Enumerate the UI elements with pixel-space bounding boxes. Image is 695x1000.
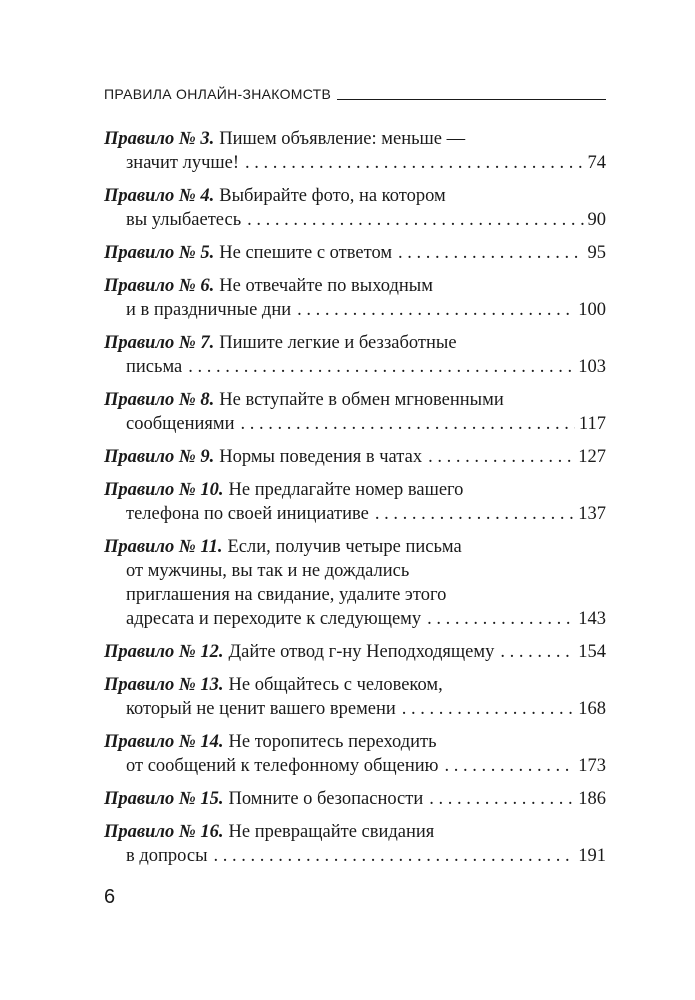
toc-entry-line: [104, 208, 606, 232]
rule-title-text: Пишем объявление: меньше —: [219, 129, 466, 149]
running-header-title: ПРАВИЛА ОНЛАЙН-ЗНАКОМСТВ: [104, 86, 332, 102]
rule-title-text: Помните о безопасности: [228, 789, 424, 809]
page-ref: 117: [578, 414, 606, 434]
rule-title-text: Пишите легкие и беззаботные: [219, 333, 457, 353]
toc-entry-line: [104, 535, 606, 559]
toc-entry: [104, 820, 606, 868]
toc-entry-line: [104, 331, 606, 355]
rule-title-text: Не превращайте свидания: [228, 822, 435, 842]
rule-title-text: Не вступайте в обмен мгновенными: [219, 390, 504, 410]
page-ref: 191: [578, 846, 606, 866]
toc-entry-line: [104, 412, 606, 436]
rule-title-text: приглашения на свидание, удалите этого: [126, 585, 447, 605]
page-number: 6: [104, 886, 116, 908]
rule-title-text: Если, получив четыре письма: [227, 537, 462, 557]
page-ref: 90: [587, 210, 606, 230]
toc-entry: [104, 445, 606, 469]
rule-title-text: значит лучше!: [126, 153, 239, 173]
rule-label: Правило № 9.: [104, 447, 215, 467]
toc-entry: [104, 730, 606, 778]
toc-entry-line: [104, 787, 606, 811]
rule-label: Правило № 16.: [104, 822, 224, 842]
rule-title-text: письма: [126, 357, 183, 377]
rule-title-text: адресата и переходите к следующему: [126, 609, 422, 629]
rule-title-text: Не предлагайте номер вашего: [228, 480, 464, 500]
toc-entry: [104, 787, 606, 811]
rule-label: Правило № 11.: [104, 537, 223, 557]
toc-entry-line: [104, 844, 606, 868]
rule-label: Правило № 3.: [104, 129, 215, 149]
rule-label: Правило № 4.: [104, 186, 215, 206]
toc-entry-line: [104, 697, 606, 721]
rule-label: Правило № 10.: [104, 480, 224, 500]
toc-entry: [104, 673, 606, 721]
rule-title-text: сообщениями: [126, 414, 235, 434]
toc-entry-line: [104, 640, 606, 664]
rule-title-text: Дайте отвод г-ну Неподходящему: [228, 642, 495, 662]
rule-title-text: Не спешите с ответом: [219, 243, 393, 263]
rule-title-text: от сообщений к телефонному общению: [126, 756, 439, 776]
toc-entry-line: [104, 673, 606, 697]
toc-entry: [104, 388, 606, 436]
rule-label: Правило № 13.: [104, 675, 224, 695]
rule-title-text: от мужчины, вы так и не дождались: [126, 561, 410, 581]
rule-title-text: вы улыбаетесь: [126, 210, 242, 230]
rule-title-text: и в праздничные дни: [126, 300, 292, 320]
toc-entry-line: [104, 184, 606, 208]
rule-title-text: Не общайтесь с человеком,: [228, 675, 443, 695]
page-ref: 143: [578, 609, 606, 629]
dot-leader: [247, 208, 583, 232]
toc-entry-line: [104, 151, 606, 175]
toc-entry-line: [104, 127, 606, 151]
header-rule: [337, 99, 606, 100]
rule-label: Правило № 12.: [104, 642, 224, 662]
dot-leader: [214, 844, 575, 868]
dot-leader: [402, 697, 574, 721]
toc-entry: [104, 241, 606, 265]
dot-leader: [428, 445, 574, 469]
toc-entry: [104, 478, 606, 526]
toc-entry-line: [104, 298, 606, 322]
page-ref: 100: [578, 300, 606, 320]
toc-entry-line: [104, 445, 606, 469]
toc-entry-line: [104, 241, 606, 265]
toc-entry-line: [104, 754, 606, 778]
toc-entry-line: [104, 502, 606, 526]
toc-entry: [104, 274, 606, 322]
page-ref: 173: [578, 756, 606, 776]
toc-entry-line: [104, 355, 606, 379]
rule-title-text: телефона по своей инициативе: [126, 504, 369, 524]
dot-leader: [500, 640, 574, 664]
toc-entry: [104, 640, 606, 664]
toc-entry-line: [104, 274, 606, 298]
rule-title-text: Нормы поведения в чатах: [219, 447, 423, 467]
rule-label: Правило № 8.: [104, 390, 215, 410]
page-ref: 137: [578, 504, 606, 524]
dot-leader: [245, 151, 584, 175]
page-ref: 154: [578, 642, 606, 662]
dot-leader: [444, 754, 574, 778]
dot-leader: [429, 787, 574, 811]
page-ref: 127: [578, 447, 606, 467]
dot-leader: [398, 241, 583, 265]
toc-entry-line: [104, 559, 606, 583]
toc-entry-line: [104, 730, 606, 754]
toc-entry: [104, 535, 606, 631]
rule-label: Правило № 14.: [104, 732, 224, 752]
page-ref: 168: [578, 699, 606, 719]
toc-entry: [104, 331, 606, 379]
rule-title-text: Не торопитесь переходить: [228, 732, 437, 752]
dot-leader: [188, 355, 574, 379]
page-ref: 95: [587, 243, 606, 263]
rule-label: Правило № 5.: [104, 243, 215, 263]
toc-entry-line: [104, 820, 606, 844]
rule-title-text: который не ценит вашего времени: [126, 699, 396, 719]
dot-leader: [427, 607, 574, 631]
toc-entry-line: [104, 583, 606, 607]
toc-entry-line: [104, 388, 606, 412]
rule-title-text: Выбирайте фото, на котором: [219, 186, 446, 206]
rule-title-text: в допросы: [126, 846, 208, 866]
running-header: [104, 86, 606, 102]
toc-entry-line: [104, 478, 606, 502]
rule-label: Правило № 15.: [104, 789, 224, 809]
toc-entry-line: [104, 607, 606, 631]
page-ref: 186: [578, 789, 606, 809]
dot-leader: [375, 502, 574, 526]
table-of-contents: [104, 127, 606, 877]
rule-label: Правило № 6.: [104, 276, 215, 296]
dot-leader: [241, 412, 575, 436]
rule-title-text: Не отвечайте по выходным: [219, 276, 433, 296]
page-ref: 103: [578, 357, 606, 377]
dot-leader: [297, 298, 574, 322]
rule-label: Правило № 7.: [104, 333, 215, 353]
toc-entry: [104, 127, 606, 175]
page-ref: 74: [587, 153, 606, 173]
toc-entry: [104, 184, 606, 232]
